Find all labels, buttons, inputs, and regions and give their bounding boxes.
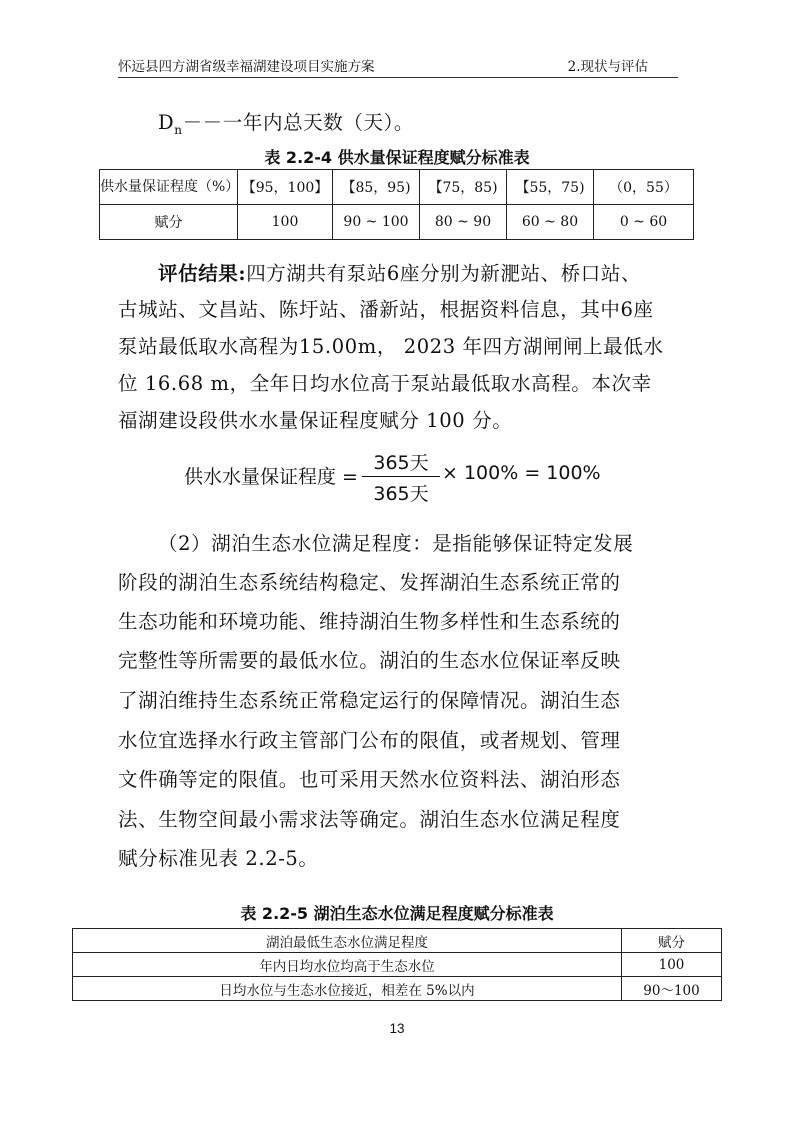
table-cell: 年内日均水位均高于生态水位 xyxy=(73,953,622,977)
table-cell: 80 ~ 90 xyxy=(420,205,507,240)
dn-subscript: n xyxy=(174,122,183,137)
table-cell: 【55，75) xyxy=(507,170,594,205)
table2-caption: 表 2.2-5 湖泊生态水位满足程度赋分标准表 xyxy=(240,904,554,923)
formula-fraction xyxy=(362,448,440,506)
formula-lhs: 供水水量保证程度 = xyxy=(184,466,358,488)
table-header-cell: 湖泊最低生态水位满足程度 xyxy=(73,929,622,953)
paragraph-line: 完整性等所需要的最低水位。湖泊的生态水位保证率反映 xyxy=(118,649,621,672)
page-number: 13 xyxy=(389,1021,405,1036)
formula-numerator: 365天 xyxy=(362,448,440,477)
table-row xyxy=(73,929,722,953)
eco-level-score-table xyxy=(72,928,722,1001)
table-cell: 赋分 xyxy=(100,205,238,240)
dn-definition xyxy=(158,107,414,137)
table-cell: 【85，95) xyxy=(333,170,420,205)
table-cell: 60 ~ 80 xyxy=(507,205,594,240)
table-cell: 100 xyxy=(622,953,722,977)
table-cell: 【95，100】 xyxy=(238,170,333,205)
result-line: 泵站最低取水高程为15.00m， 2023 年四方湖闸闸上最低水 xyxy=(118,335,664,358)
paragraph-line: 了湖泊维持生态系统正常稳定运行的保障情况。湖泊生态 xyxy=(118,689,621,712)
paragraph-line: 赋分标准见表 2.2-5。 xyxy=(118,847,319,870)
dn-text: －－一年内总天数（天）。 xyxy=(182,111,415,134)
result-line: 评估结果:四方湖共有泵站6座分别为新淝站、桥口站、 xyxy=(158,262,642,285)
paragraph-line: （2）湖泊生态水位满足程度：是指能够保证特定发展 xyxy=(158,532,634,555)
paragraph-line: 水位宜选择水行政主管部门公布的限值，或者规划、管理 xyxy=(118,729,621,752)
paragraph-line: 法、生物空间最小需求法等确定。湖泊生态水位满足程度 xyxy=(118,808,621,831)
table1-caption: 表 2.2-4 供水量保证程度赋分标准表 xyxy=(264,148,530,167)
table-row xyxy=(100,205,694,240)
table-row xyxy=(73,977,722,1001)
result-label: 评估结果: xyxy=(158,262,247,285)
table-cell: 【75，85) xyxy=(420,170,507,205)
paragraph-line: 阶段的湖泊生态系统结构稳定、发挥湖泊生态系统正常的 xyxy=(118,571,621,594)
supply-formula xyxy=(184,448,624,504)
result-line: 古城站、文昌站、陈圩站、潘新站，根据资料信息，其中6座 xyxy=(118,298,654,321)
table-cell: （0，55） xyxy=(594,170,694,205)
table-row xyxy=(73,953,722,977)
header-title: 怀远县四方湖省级幸福湖建设项目实施方案 xyxy=(118,59,375,75)
header-section: 2.现状与评估 xyxy=(567,59,648,75)
table-cell: 100 xyxy=(238,205,333,240)
result-line: 位 16.68 m，全年日均水位高于泵站最低取水高程。本次幸 xyxy=(118,372,652,395)
dn-symbol: D xyxy=(158,111,175,134)
result-line: 福湖建设段供水水量保证程度赋分 100 分。 xyxy=(118,409,513,432)
table-row xyxy=(100,170,694,205)
table-header-cell: 赋分 xyxy=(622,929,722,953)
formula-denominator: 365天 xyxy=(373,483,429,505)
table-cell: 90～100 xyxy=(622,977,722,1001)
table-cell: 供水量保证程度（%） xyxy=(100,170,238,205)
formula-rhs: × 100% = 100% xyxy=(442,462,601,484)
supply-score-table xyxy=(99,169,694,240)
paragraph-line: 生态功能和环境功能、维持湖泊生物多样性和生态系统的 xyxy=(118,610,621,633)
table-cell: 日均水位与生态水位接近，相差在 5%以内 xyxy=(73,977,622,1001)
page-header xyxy=(118,55,678,78)
paragraph-line: 文件确等定的限值。也可采用天然水位资料法、湖泊形态 xyxy=(118,768,621,791)
table-cell: 90 ~ 100 xyxy=(333,205,420,240)
table-cell: 0 ~ 60 xyxy=(594,205,694,240)
